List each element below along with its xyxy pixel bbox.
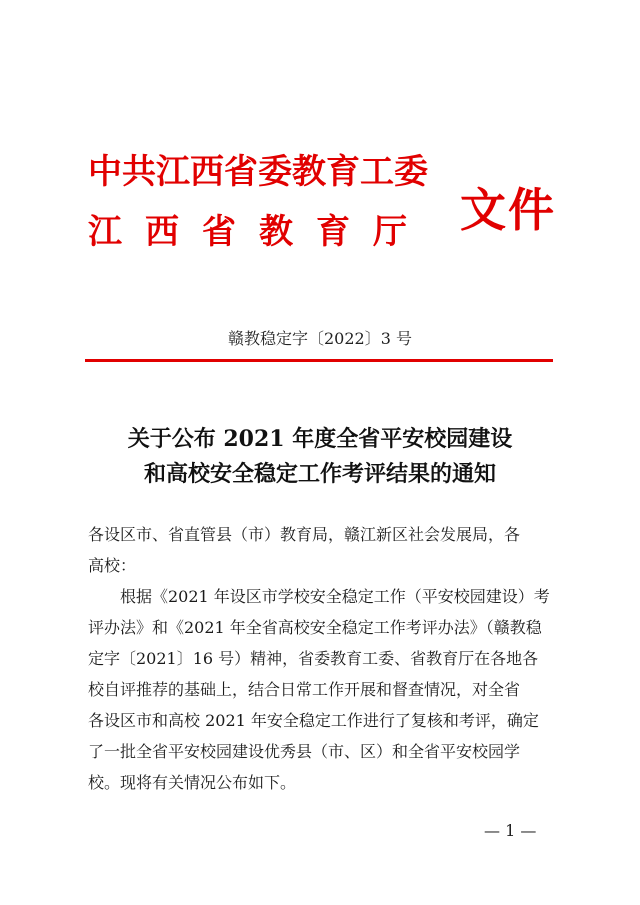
body-paragraph-line: 校自评推荐的基础上，结合日常工作开展和督查情况，对全省 [88,680,521,699]
body-paragraph-line: 评办法》和《2021 年全省高校安全稳定工作考评办法》（赣教稳 [88,618,542,637]
issuer-party-committee: 中共江西省委教育工委 [88,152,428,192]
body-paragraph-line: 了一批全省平安校园建设优秀县（市、区）和全省平安校园学 [88,742,521,761]
body-paragraph-line: 各设区市和高校 2021 年安全稳定工作进行了复核和考评，确定 [88,711,539,730]
body-paragraph-line: 定字〔2021〕16 号）精神，省委教育工委、省教育厅在各地各 [88,649,539,668]
body-paragraph-line: 校。现将有关情况公布如下。 [88,773,297,792]
notice-title-line-1: 关于公布 2021 年度全省平安校园建设 [127,426,513,452]
addressee-line-2: 高校： [88,556,137,575]
body-paragraph-line: 根据《2021 年设区市学校安全稳定工作（平安校园建设）考 [120,587,550,606]
notice-title-line-2: 和高校安全稳定工作考评结果的通知 [143,461,496,487]
issuer-education-department: 江西省教育厅 [88,212,430,252]
page-number: — 1 — [484,821,537,840]
addressee-line-1: 各设区市、省直管县（市）教育局，赣江新区社会发展局，各 [88,525,521,544]
red-divider-line [85,359,553,362]
document-label: 文件 [460,183,556,237]
document-number: 赣教稳定字〔2022〕3 号 [228,329,412,348]
